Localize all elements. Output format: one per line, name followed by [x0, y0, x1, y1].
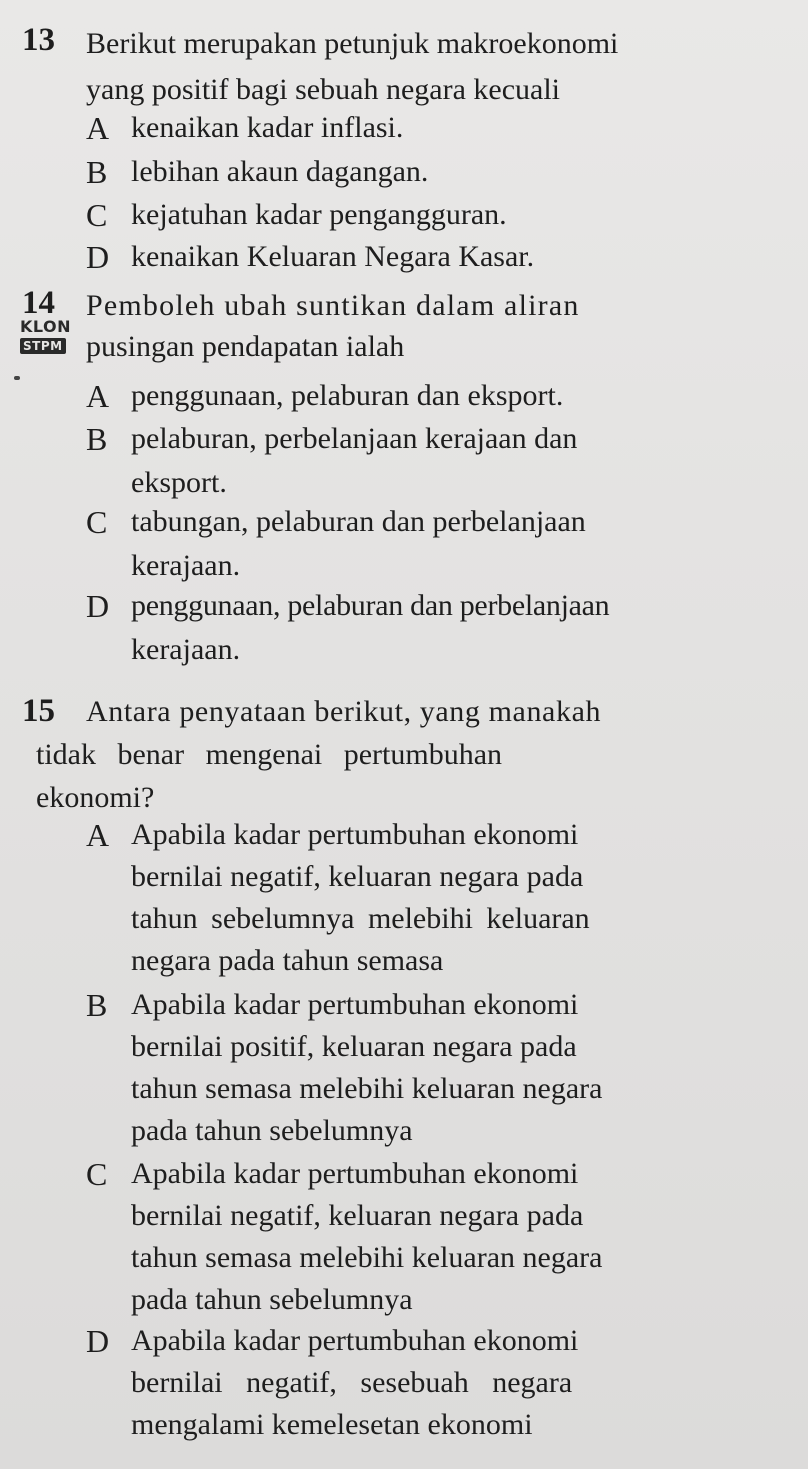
option-line: mengalami kemelesetan ekonomi: [131, 1408, 533, 1441]
option-text: [131, 152, 781, 192]
option-line: pada tahun sebelumnya: [131, 1283, 413, 1316]
option-letter: C: [86, 504, 108, 540]
stem-line: Berikut merupakan petunjuk makroekonomi: [86, 27, 619, 60]
question-number: 14: [22, 285, 55, 321]
option-text: [131, 502, 781, 586]
option-letter: D: [86, 588, 110, 624]
option-line: pelaburan, perbelanjaan kerajaan dan: [131, 422, 578, 455]
option-line: kenaikan kadar inflasi.: [131, 111, 404, 144]
option-line: bernilai negatif, keluaran negara pada: [131, 860, 584, 893]
option-line: Apabila kadar pertumbuhan ekonomi: [131, 988, 579, 1021]
option-letter: A: [86, 378, 110, 414]
option-line: bernilai negatif, keluaran negara pada: [131, 1199, 584, 1232]
option-line: kenaikan Keluaran Negara Kasar.: [131, 240, 535, 273]
option-text: [131, 586, 781, 670]
klon-label: KLON: [20, 317, 72, 336]
stem-line: pusingan pendapatan ialah: [86, 330, 405, 363]
question-number: 13: [22, 22, 55, 58]
option-text: [131, 815, 781, 981]
question-stem: [86, 286, 780, 367]
option-line: Apabila kadar pertumbuhan ekonomi: [131, 1324, 579, 1357]
option-text: [131, 419, 781, 503]
stpm-badge: STPM: [20, 338, 66, 354]
option-line: kerajaan.: [131, 549, 241, 582]
option-line: penggunaan, pelaburan dan perbelanjaan: [131, 589, 610, 622]
option-line: lebihan akaun dagangan.: [131, 155, 429, 188]
option-letter: D: [86, 239, 110, 275]
stem-line: tidak benar mengenai pertumbuhan: [36, 738, 503, 771]
option-letter: C: [86, 1156, 108, 1192]
option-line: bernilai positif, keluaran negara pada: [131, 1030, 577, 1063]
option-letter: D: [86, 1323, 110, 1359]
option-text: [131, 195, 781, 235]
stem-line: yang positif bagi sebuah negara kecuali: [86, 73, 560, 106]
option-text: [131, 376, 781, 416]
option-line: Apabila kadar pertumbuhan ekonomi: [131, 1157, 579, 1190]
option-line: kerajaan.: [131, 633, 241, 666]
option-text: [131, 985, 781, 1151]
stray-mark: [14, 376, 20, 380]
option-line: pada tahun sebelumnya: [131, 1114, 413, 1147]
option-letter: B: [86, 987, 108, 1023]
option-line: tahun semasa melebihi keluaran negara: [131, 1241, 603, 1274]
stem-line: Pemboleh ubah suntikan dalam aliran: [86, 289, 580, 322]
option-letter: A: [86, 817, 110, 853]
question-number: 15: [22, 693, 55, 729]
option-line: tahun sebelumnya melebihi keluaran: [131, 902, 590, 935]
option-letter: C: [86, 197, 108, 233]
stem-line: ekonomi?: [36, 781, 155, 814]
option-line: Apabila kadar pertumbuhan ekonomi: [131, 818, 579, 851]
option-letter: B: [86, 154, 108, 190]
option-line: negara pada tahun semasa: [131, 944, 444, 977]
option-text: [131, 108, 781, 148]
stem-line: Antara penyataan berikut, yang manakah: [86, 695, 602, 728]
option-line: tahun semasa melebihi keluaran negara: [131, 1072, 603, 1105]
option-line: kejatuhan kadar pengangguran.: [131, 198, 507, 231]
option-text: [131, 237, 781, 277]
option-line: tabungan, pelaburan dan perbelanjaan: [131, 505, 586, 538]
option-line: bernilai negatif, sesebuah negara: [131, 1366, 573, 1399]
option-text: [131, 1321, 781, 1445]
option-line: eksport.: [131, 466, 227, 499]
option-letter: B: [86, 421, 108, 457]
question-stem: [86, 24, 786, 110]
option-letter: A: [86, 110, 110, 146]
option-line: penggunaan, pelaburan dan eksport.: [131, 379, 564, 412]
option-text: [131, 1154, 781, 1320]
